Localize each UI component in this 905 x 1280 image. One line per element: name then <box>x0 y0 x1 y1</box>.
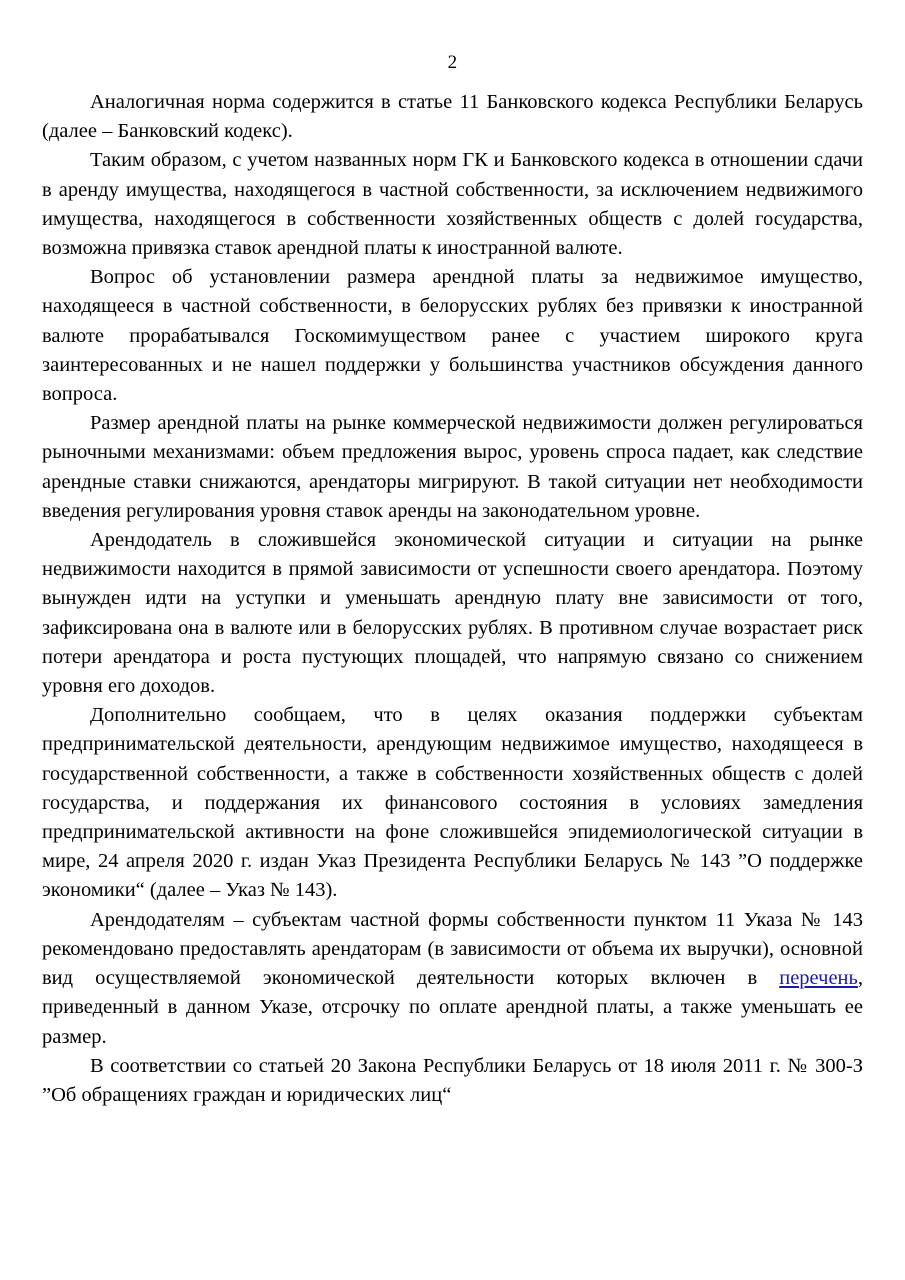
document-body <box>42 88 863 1110</box>
paragraph-8: В соответствии со статьей 20 Закона Республики Беларусь от 18 июля 2011 г. № 300-З ”Об обращениях граждан и юридических лиц“ <box>42 1054 863 1106</box>
decree-list-link[interactable]: перечень <box>779 967 858 990</box>
paragraph-5: Арендодатель в сложившейся экономической ситуации и ситуации на рынке недвижимости находится в прямой зависимости от успешности своего арендатора. Поэтому вынужден идти на уступки и уменьшать арендную плату вне зависимости от того, зафиксирована она в валюте или в белорусских рублях. В противном случае возрастает риск потери арендатора и роста пустующих площадей, что напрямую связано со снижением уровня его доходов. <box>42 529 863 698</box>
page-number: 2 <box>447 52 458 73</box>
paragraph-2: Таким образом, с учетом названных норм ГК и Банковского кодекса в отношении сдачи в аренду имущества, находящегося в частной собственности, за исключением недвижимого имущества, находящегося в собственности хозяйственных обществ с долей государства, возможна привязка ставок арендной платы к иностранной валюте. <box>42 149 863 260</box>
paragraph-3: Вопрос об установлении размера арендной платы за недвижимое имущество, находящееся в частной собственности, в белорусских рублях без привязки к иностранной валюте прорабатывался Госкомимуществом ранее с участием широкого круга заинтересованных и не нашел поддержки у большинства участников обсуждения данного вопроса. <box>42 266 863 406</box>
paragraph-1: Аналогичная норма содержится в статье 11 Банковского кодекса Республики Беларусь (далее – Банковский кодекс). <box>42 91 863 143</box>
paragraph-7-text-after-link: , приведенный в данном Указе, отсрочку по оплате арендной платы, а также уменьшать ее размер. <box>42 967 863 1048</box>
paragraph-6: Дополнительно сообщаем, что в целях оказания поддержки субъектам предпринимательской деятельности, арендующим недвижимое имущество, находящееся в государственной собственности, а также в собственности хозяйственных обществ с долей государства, и поддержания их финансового состояния в условиях замедления предпринимательской активности на фоне сложившейся эпидемиологической ситуации в мире, 24 апреля 2020 г. издан Указ Президента Республики Беларусь № 143 ”О поддержке экономики“ (далее – Указ № 143). <box>42 704 863 902</box>
paragraph-4: Размер арендной платы на рынке коммерческой недвижимости должен регулироваться рыночными механизмами: объем предложения вырос, уровень спроса падает, как следствие арендные ставки снижаются, арендаторы мигрируют. В такой ситуации нет необходимости введения регулирования уровня ставок аренды на законодательном уровне. <box>42 412 863 522</box>
paragraph-7-text-before-link: Арендодателям – субъектам частной формы собственности пунктом 11 Указа № 143 рекомендовано предоставлять арендаторам (в зависимости от объема их выручки), основной вид осуществляемой экономической деятельности которых включен в <box>42 908 863 990</box>
paragraph-7 <box>42 906 863 1052</box>
